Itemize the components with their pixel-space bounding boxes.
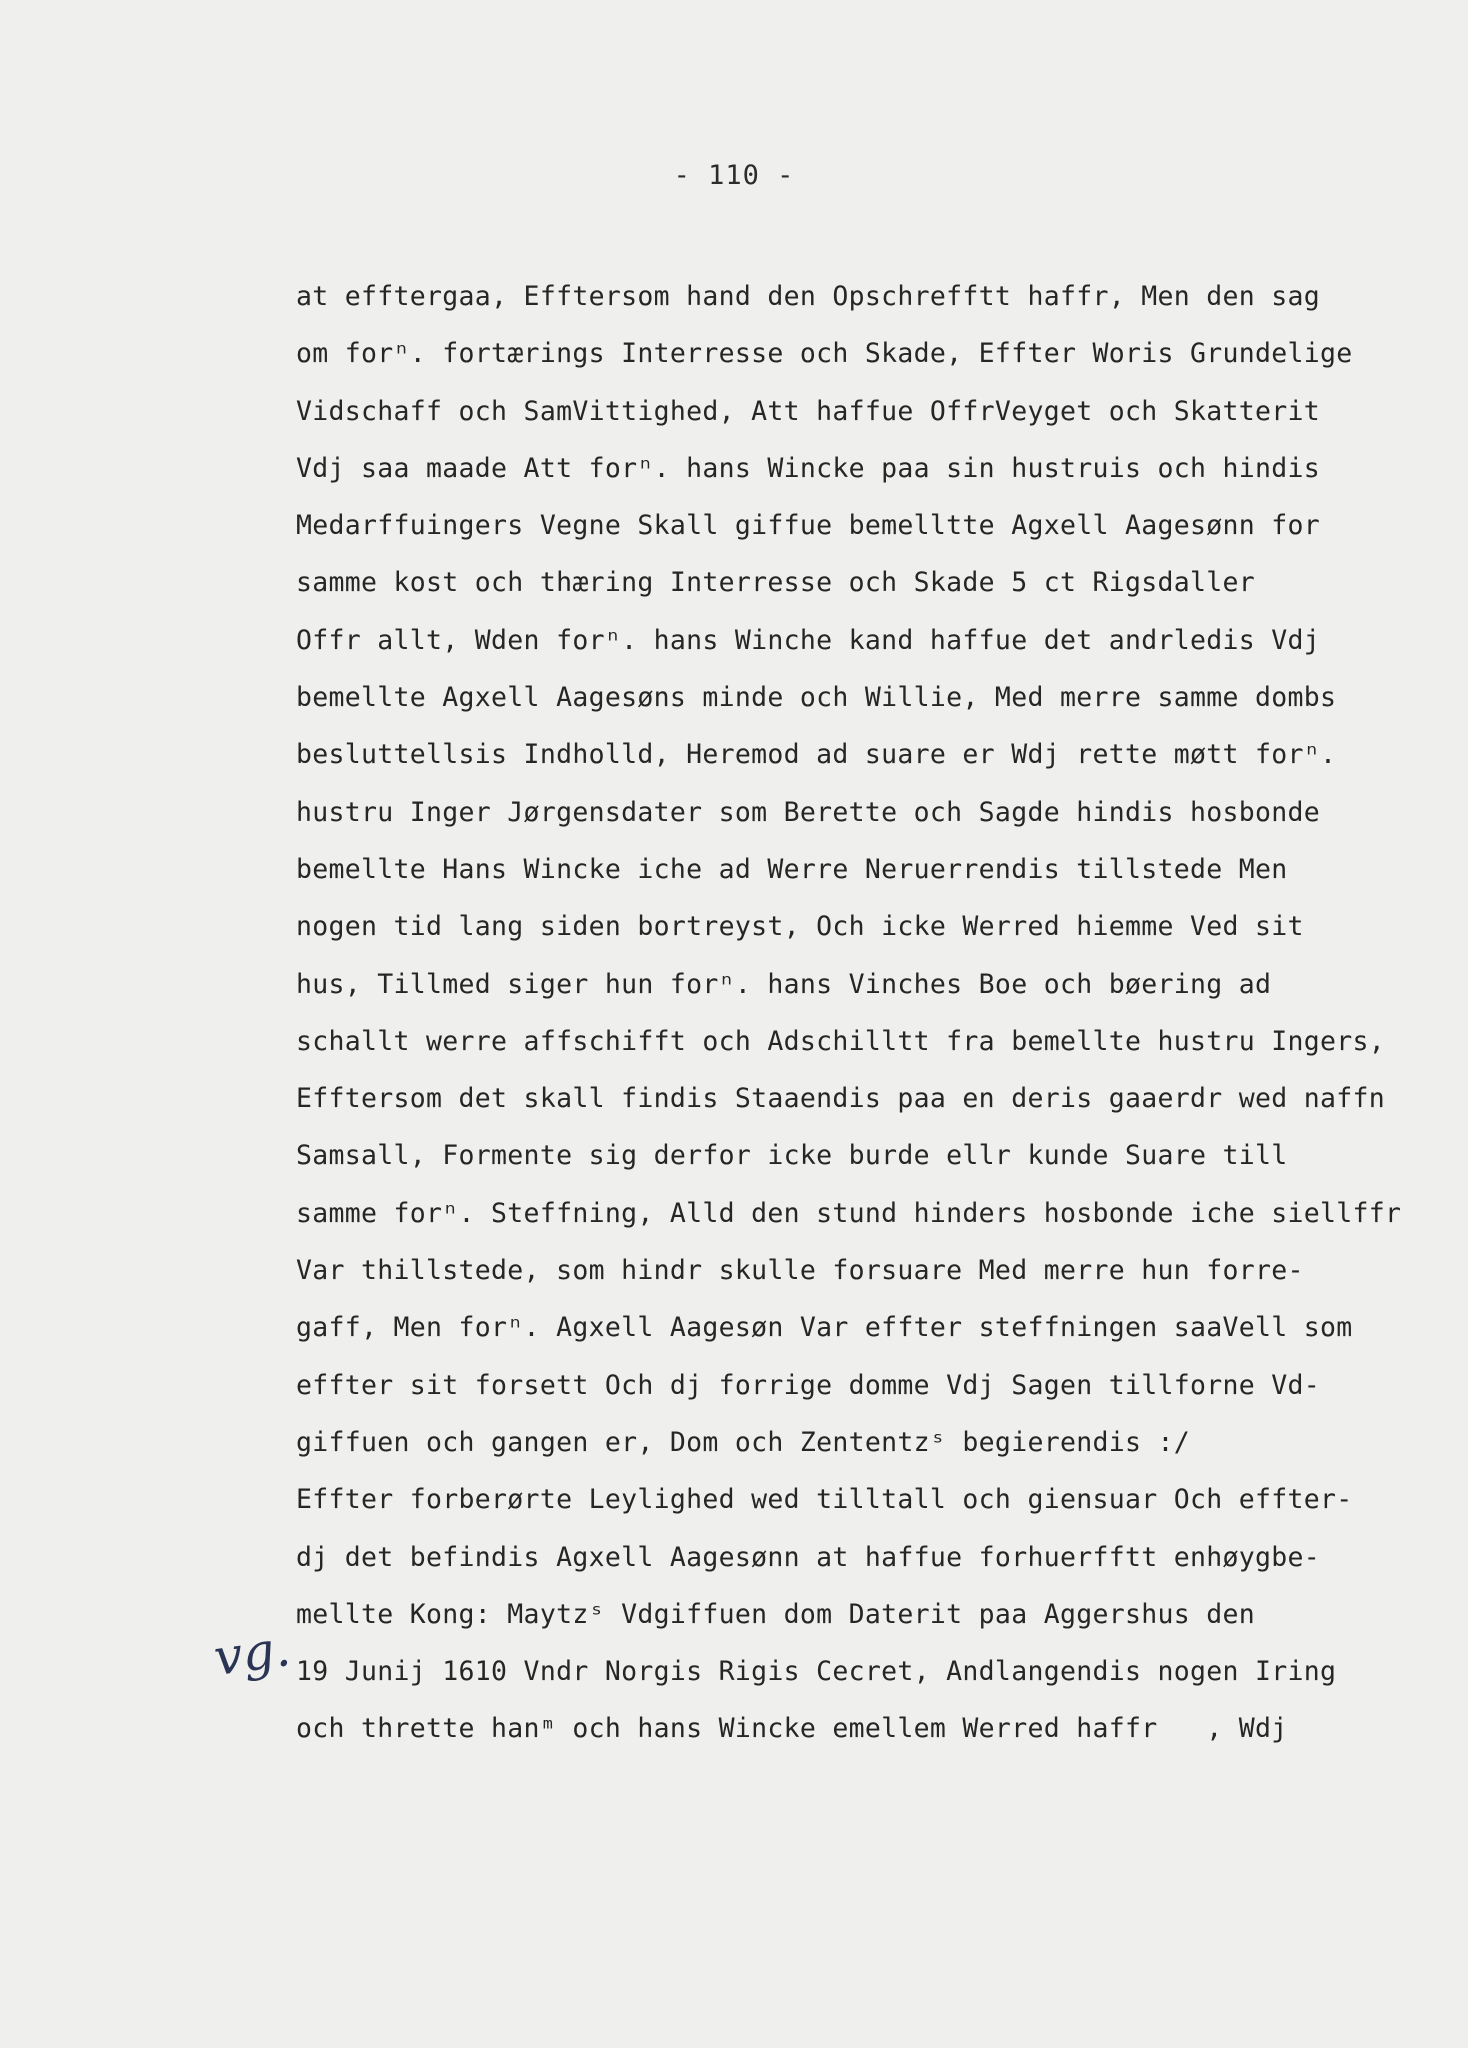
text-line: om forⁿ. fortærings Interresse och Skade, Effter Woris Grundelige [296, 338, 1353, 370]
text-line: at efftergaa, Efftersom hand den Opschrefftt haffr, Men den sag [296, 281, 1321, 312]
text-line: hus, Tillmed siger hun forⁿ. hans Vinches Boe och bøering ad [296, 968, 1272, 1000]
text-line: Offr allt, Wden forⁿ. hans Winche kand haffue det andrledis Vdj [296, 624, 1321, 656]
text-line: och thrette hanᵐ och hans Wincke emellem Werred haffr , Wdj [296, 1713, 1288, 1745]
text-line: effter sit forsett Och dj forrige domme Vdj Sagen tillforne Vd- [296, 1369, 1321, 1401]
text-line: Vdj saa maade Att forⁿ. hans Wincke paa sin hustruis och hindis [296, 452, 1321, 484]
text-line: bemellte Agxell Aagesøns minde och Willie, Med merre samme dombs [296, 682, 1337, 714]
text-line: hustru Inger Jørgensdater som Berette och Sagde hindis hosbonde [296, 796, 1321, 828]
text-line: Effter forberørte Leylighed wed tilltall och giensuar Och effter- [296, 1484, 1353, 1516]
text-line: samme forⁿ. Steffning, Alld den stund hinders hosbonde iche siellffr [296, 1197, 1402, 1229]
text-line: dj det befindis Agxell Aagesønn at haffue forhuerfftt enhøygbe- [296, 1541, 1321, 1573]
text-line: giffuen och gangen er, Dom och Zententzˢ begierendis :/ [296, 1426, 1190, 1458]
text-line: Medarffuingers Vegne Skall giffue bemelltte Agxell Aagesønn for [296, 510, 1321, 542]
text-line: 19 Junij 1610 Vndr Norgis Rigis Cecret, Andlangendis nogen Iring [296, 1656, 1337, 1688]
text-line: Var thillstede, som hindr skulle forsuare Med merre hun forre- [296, 1255, 1304, 1287]
text-line: gaff, Men forⁿ. Agxell Aagesøn Var effter steffningen saaVell som [296, 1312, 1353, 1344]
text-line: bemellte Hans Wincke iche ad Werre Neruerrendis tillstede Men [296, 853, 1288, 885]
text-line: samme kost och thæring Interresse och Skade 5 ct Rigsdaller [296, 567, 1256, 599]
text-line: Samsall, Formente sig derfor icke burde ellr kunde Suare till [296, 1140, 1288, 1172]
text-line: mellte Kong: Maytzˢ Vdgiffuen dom Daterit paa Aggershus den [296, 1598, 1256, 1630]
text-line: nogen tid lang siden bortreyst, Och icke Werred hiemme Ved sit [296, 911, 1304, 943]
transcription-text [296, 268, 1468, 1758]
text-line: Vidschaff och SamVittighed, Att haffue OffrVeyget och Skatterit [296, 395, 1321, 427]
text-line: Efftersom det skall findis Staaendis paa en deris gaaerdr wed naffn [296, 1083, 1386, 1115]
text-line: schallt werre affschifft och Adschilltt fra bemellte hustru Ingers, [296, 1025, 1386, 1057]
text-line: besluttellsis Indholld, Heremod ad suare er Wdj rette møtt forⁿ. [296, 739, 1337, 771]
page-number: - 110 - [673, 160, 795, 191]
handwritten-margin-note: vg. [210, 1618, 294, 1688]
